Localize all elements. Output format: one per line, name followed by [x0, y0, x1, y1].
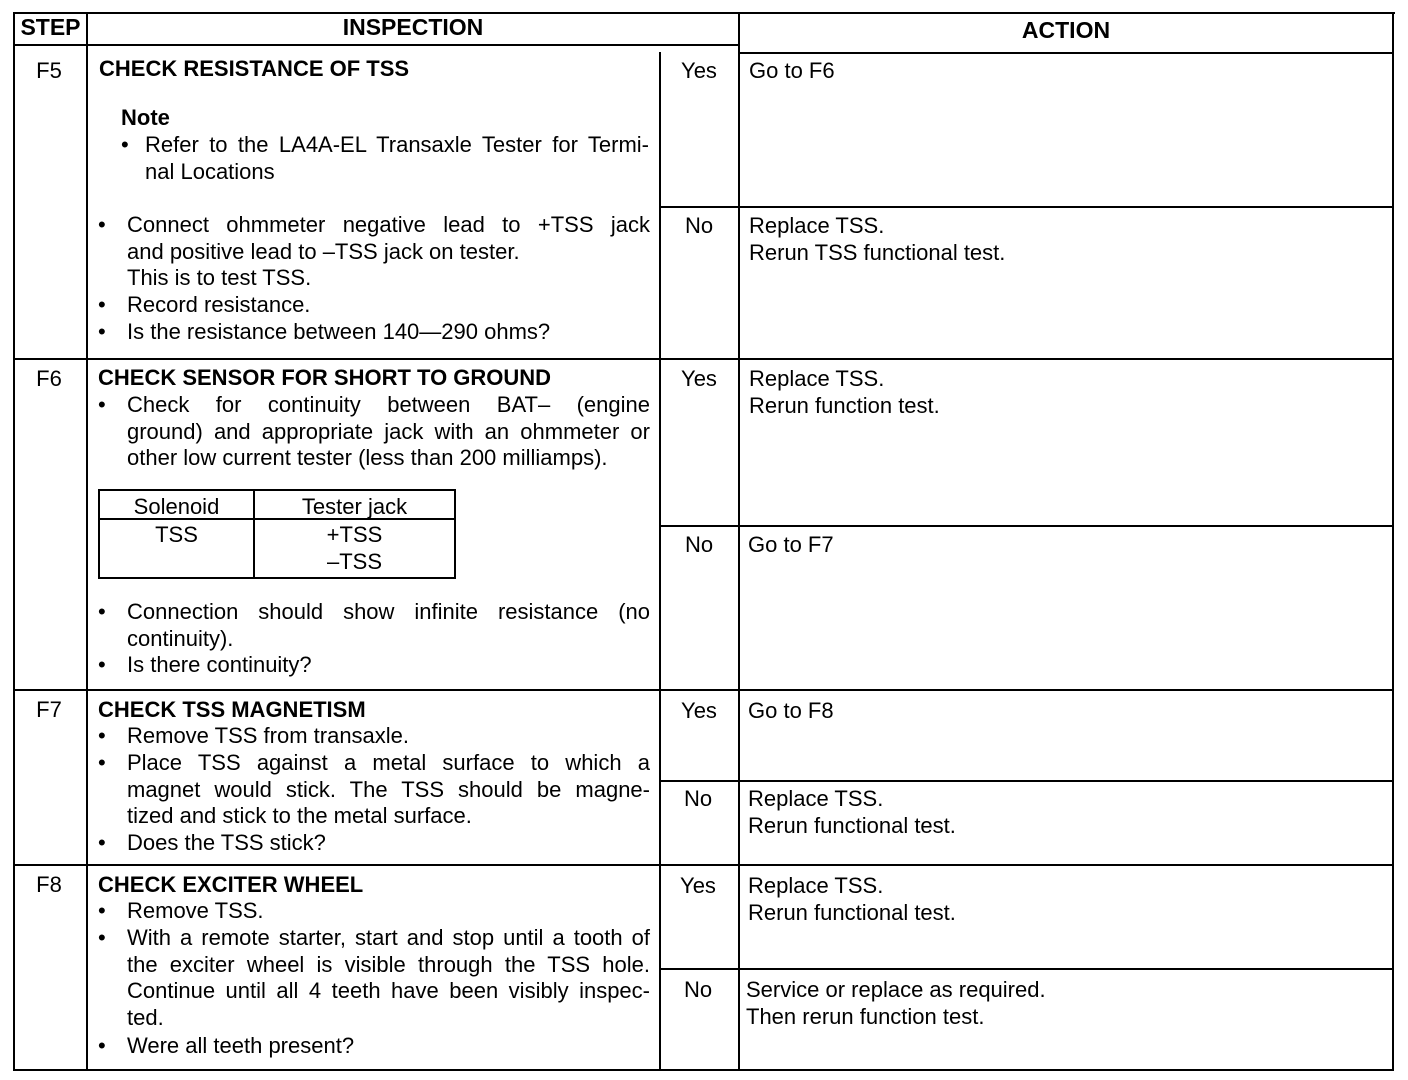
row-divider-f5	[13, 358, 1394, 360]
yes-action-f8-1: Replace TSS.	[748, 873, 884, 898]
action-column-divider	[738, 12, 740, 1071]
mini-cell-jack-1: +TSS	[326, 522, 383, 547]
bullet-icon: •	[98, 292, 106, 317]
header-inspection: INSPECTION	[342, 14, 484, 40]
table-border-left	[13, 12, 15, 1071]
row-divider-f7	[13, 864, 1394, 866]
note-title-f5: Note	[121, 105, 170, 130]
no-action-f7-2: Rerun functional test.	[748, 813, 956, 838]
bullet-icon: •	[98, 599, 106, 624]
step-id-f5: F5	[36, 58, 62, 83]
step-title-f6: CHECK SENSOR FOR SHORT TO GROUND	[98, 365, 552, 390]
mini-cell-jack-2: –TSS	[326, 549, 383, 574]
yes-action-f7: Go to F8	[748, 698, 834, 723]
step-id-f6: F6	[36, 366, 62, 391]
bullet-icon: •	[98, 723, 106, 748]
bullet-icon: •	[98, 1033, 106, 1058]
yes-action-f5: Go to F6	[749, 58, 835, 83]
no-label-f6: No	[684, 532, 714, 557]
no-label-f8: No	[683, 977, 713, 1002]
yesno-divider-f5	[659, 206, 1394, 208]
yes-label-f8: Yes	[680, 873, 716, 898]
header-divider-action	[738, 52, 1394, 54]
yes-label-f5: Yes	[681, 58, 717, 83]
yesno-divider-f7	[659, 780, 1394, 782]
bullet-icon: •	[98, 750, 106, 775]
no-action-f5-2: Rerun TSS functional test.	[749, 240, 1006, 265]
yes-label-f6: Yes	[681, 366, 717, 391]
yes-label-f7: Yes	[681, 698, 717, 723]
yesno-divider-f6	[659, 525, 1394, 527]
header-action: ACTION	[1021, 17, 1111, 43]
bullet-icon: •	[98, 392, 106, 417]
yes-action-f8-2: Rerun functional test.	[748, 900, 956, 925]
yesno-column-divider-left	[659, 52, 661, 1071]
no-action-f6: Go to F7	[748, 532, 834, 557]
mini-cell-solenoid: TSS	[155, 522, 198, 547]
bullet-icon: •	[98, 652, 106, 677]
no-label-f5: No	[684, 213, 714, 238]
step-title-f7: CHECK TSS MAGNETISM	[98, 697, 366, 722]
step-id-f8: F8	[36, 872, 62, 897]
bullet-icon: •	[98, 830, 106, 855]
no-action-f8-2: Then rerun function test.	[746, 1004, 985, 1029]
table-border-bottom	[13, 1069, 1392, 1071]
yesno-divider-f8	[659, 968, 1394, 970]
bullet-icon: •	[98, 212, 106, 237]
no-action-f8-1: Service or replace as required.	[746, 977, 1046, 1002]
step-column-divider	[86, 12, 88, 1071]
mini-header-solenoid: Solenoid	[133, 494, 220, 519]
header-divider	[13, 44, 739, 46]
bullet-icon: •	[98, 925, 106, 950]
no-action-f7-1: Replace TSS.	[748, 786, 884, 811]
step-title-f5: CHECK RESISTANCE OF TSS	[99, 56, 410, 81]
header-step: STEP	[20, 14, 81, 40]
solenoid-jack-table	[98, 489, 456, 579]
bullet-icon: •	[98, 319, 106, 344]
no-label-f7: No	[683, 786, 713, 811]
step-title-f8: CHECK EXCITER WHEEL	[98, 872, 364, 897]
bullet-icon: •	[121, 132, 129, 157]
table-border-right	[1392, 12, 1394, 1071]
yes-action-f6-1: Replace TSS.	[749, 366, 885, 391]
mini-header-tester-jack: Tester jack	[301, 494, 408, 519]
bullet-icon: •	[98, 898, 106, 923]
row-divider-f6	[13, 689, 1394, 691]
no-action-f5-1: Replace TSS.	[749, 213, 885, 238]
yes-action-f6-2: Rerun function test.	[749, 393, 940, 418]
step-id-f7: F7	[36, 697, 62, 722]
